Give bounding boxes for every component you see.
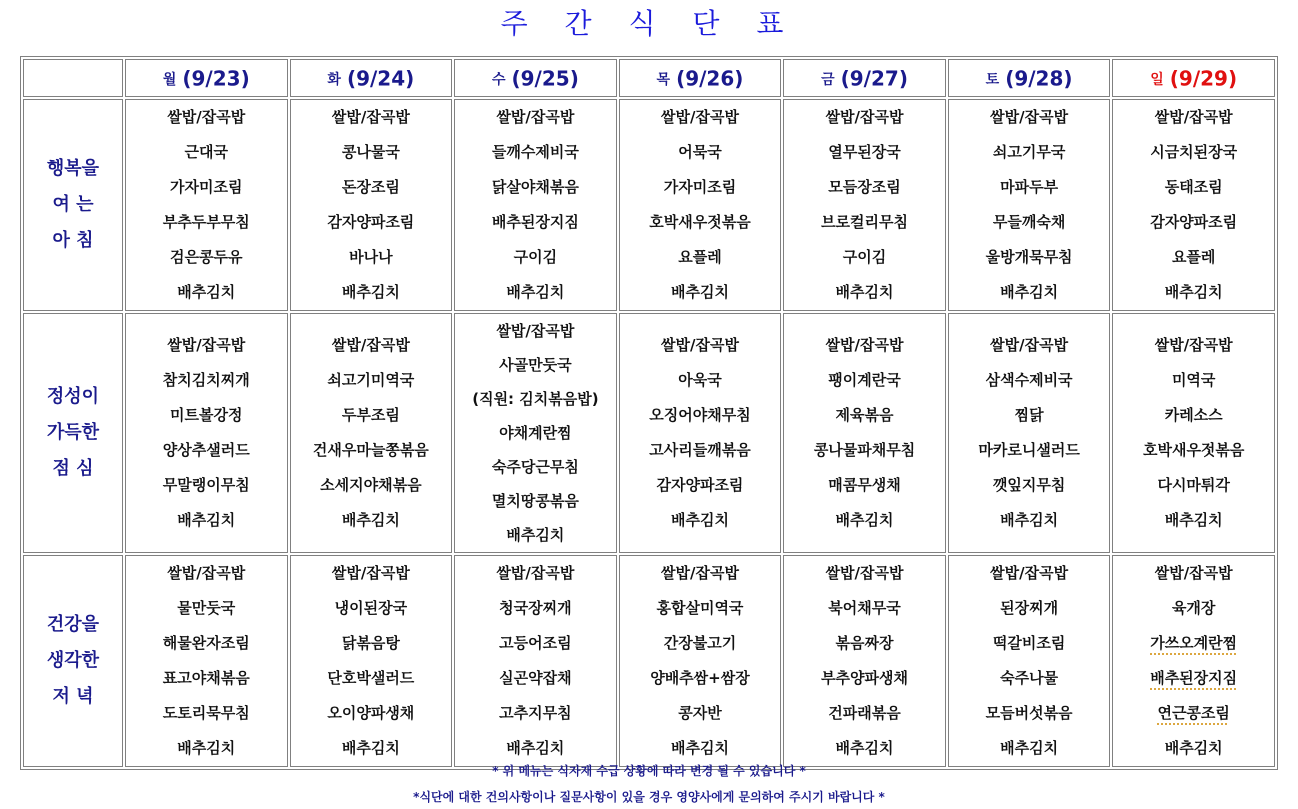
- menu-item: 건파래볶음: [828, 704, 901, 722]
- menu-cell: [454, 99, 617, 311]
- menu-cell: [290, 313, 453, 553]
- menu-item: 아욱국: [678, 371, 722, 389]
- menu-item: 감자양파조림: [327, 213, 415, 231]
- meal-label: [23, 313, 123, 553]
- meal-label-line: 아 침: [52, 230, 94, 251]
- menu-item: 오이양파생채: [327, 704, 415, 722]
- menu-item: 쌀밥/잡곡밥: [331, 108, 410, 126]
- menu-item: 가자미조림: [170, 178, 243, 196]
- menu-item: 표고야채볶음: [162, 669, 250, 687]
- menu-item: 배추김치: [835, 511, 894, 529]
- menu-item: 배추김치: [1164, 283, 1223, 301]
- menu-item: 배추된장지짐: [1150, 669, 1238, 687]
- menu-item: 감자양파조림: [656, 476, 744, 494]
- menu-item: 삼색수제비국: [985, 371, 1073, 389]
- day-header: [619, 59, 782, 97]
- menu-cell: [619, 99, 782, 311]
- menu-item: 매콤무생채: [828, 476, 901, 494]
- menu-cell: [619, 313, 782, 553]
- menu-item: 제육볶음: [835, 406, 894, 424]
- menu-item: 배추된장지짐: [491, 213, 579, 231]
- menu-item: 배추김치: [670, 739, 729, 757]
- menu-item: 모듬장조림: [828, 178, 901, 196]
- menu-item: 연근콩조림: [1157, 704, 1230, 722]
- menu-item: 단호박샐러드: [327, 669, 415, 687]
- day-date: (9/29): [1169, 66, 1238, 91]
- meal-label-line: 가득한: [46, 422, 100, 443]
- menu-item: 배추김치: [1164, 511, 1223, 529]
- menu-item: 숙주나물: [1000, 669, 1059, 687]
- menu-cell: [1112, 313, 1275, 553]
- menu-item: 배추김치: [341, 739, 400, 757]
- menu-item: 쇠고기무국: [992, 143, 1066, 161]
- menu-item: 쌀밥/잡곡밥: [331, 564, 410, 582]
- menu-item: 고등어조림: [499, 634, 572, 652]
- menu-item: 물만둣국: [177, 599, 236, 617]
- menu-item: 바나나: [349, 248, 393, 266]
- menu-item: 열무된장국: [828, 143, 901, 161]
- meal-label: [23, 555, 123, 767]
- menu-item: 어묵국: [678, 143, 722, 161]
- menu-item: 호박새우젓볶음: [1142, 441, 1245, 459]
- menu-item: 오징어야채무침: [649, 406, 751, 424]
- menu-item: 사골만둣국: [499, 356, 572, 374]
- day-header: [290, 59, 453, 97]
- menu-item: 북어채무국: [828, 599, 901, 617]
- menu-item: 콩나물파채무침: [813, 441, 916, 459]
- menu-item: 쌀밥/잡곡밥: [825, 108, 904, 126]
- menu-item: 쌀밥/잡곡밥: [661, 564, 739, 582]
- menu-item: 무말랭이무침: [162, 476, 250, 494]
- day-of-week: 목: [656, 71, 671, 88]
- menu-cell: [125, 313, 288, 553]
- menu-item: 콩나물국: [341, 143, 400, 161]
- day-of-week: 수: [491, 71, 506, 88]
- meal-row: [23, 99, 1275, 311]
- menu-item: 쌀밥/잡곡밥: [1154, 336, 1233, 354]
- menu-item: 배추김치: [835, 283, 894, 301]
- menu-item: 홍합살미역국: [656, 599, 744, 617]
- notice-text: *식단에 대한 건의사항이나 질문사항이 있을 경우 영양사에게 문의하여 주시기 바랍니다 *: [413, 790, 885, 804]
- day-of-week: 화: [327, 71, 341, 88]
- menu-item: 쌀밥/잡곡밥: [496, 322, 575, 340]
- menu-item: 미역국: [1171, 371, 1216, 389]
- menu-item: 고추지무침: [499, 704, 572, 722]
- menu-cell: [290, 99, 453, 311]
- menu-item: 다시마튀각: [1157, 476, 1230, 494]
- meal-label: [23, 99, 123, 311]
- menu-item: 닭볶음탕: [341, 634, 400, 652]
- menu-item: 배추김치: [506, 739, 565, 757]
- menu-item: 해물완자조림: [162, 634, 250, 652]
- menu-item: 쌀밥/잡곡밥: [496, 564, 575, 582]
- menu-item: 배추김치: [506, 526, 565, 544]
- menu-item: 배추김치: [835, 739, 894, 757]
- menu-item: 소세지야채볶음: [320, 476, 422, 494]
- day-date: (9/26): [676, 66, 744, 91]
- menu-item: 구이김: [513, 248, 558, 266]
- menu-item: 무들깨숙채: [992, 213, 1066, 231]
- menu-item: 떡갈비조림: [992, 634, 1066, 652]
- day-of-week: 월: [162, 71, 177, 88]
- day-date: (9/25): [511, 66, 579, 91]
- menu-item: 요플레: [1171, 248, 1216, 266]
- menu-item: 쌀밥/잡곡밥: [1154, 108, 1233, 126]
- day-date: (9/23): [182, 66, 250, 91]
- menu-item: 모듬버섯볶음: [985, 704, 1073, 722]
- menu-item: 쇠고기미역국: [327, 371, 415, 389]
- menu-item: 쌀밥/잡곡밥: [167, 336, 246, 354]
- menu-item: 깻잎지무침: [992, 476, 1066, 494]
- menu-item: 근대국: [184, 143, 229, 161]
- menu-item: 배추김치: [670, 511, 729, 529]
- menu-item: 배추김치: [177, 283, 236, 301]
- menu-item: 가쓰오계란찜: [1150, 634, 1238, 652]
- menu-item: 양상추샐러드: [162, 441, 250, 459]
- menu-cell: [948, 555, 1111, 767]
- menu-cell: [783, 313, 946, 553]
- weekly-menu-table: [20, 56, 1278, 770]
- menu-item: 고사리들깨볶음: [649, 441, 751, 459]
- menu-item: 요플레: [678, 248, 722, 266]
- menu-cell: [290, 555, 453, 767]
- menu-item: 멸치땅콩볶음: [491, 492, 579, 510]
- day-header-sunday: [1112, 59, 1275, 97]
- meal-label-line: 여 는: [52, 194, 94, 215]
- day-date: (9/28): [1005, 66, 1073, 91]
- menu-item: 된장찌개: [1000, 599, 1059, 617]
- menu-item: 배추김치: [506, 283, 565, 301]
- menu-item: 찜닭: [1014, 406, 1044, 424]
- menu-item: 부추두부무침: [162, 213, 250, 231]
- menu-item: 쌀밥/잡곡밥: [331, 336, 410, 354]
- day-of-week: 토: [985, 71, 1000, 88]
- meal-label-line: 저 녁: [52, 686, 94, 707]
- menu-cell: [125, 555, 288, 767]
- menu-item: 쌀밥/잡곡밥: [990, 564, 1069, 582]
- menu-cell: [783, 99, 946, 311]
- menu-item: 쌀밥/잡곡밥: [661, 336, 739, 354]
- menu-item: 쌀밥/잡곡밥: [825, 336, 904, 354]
- menu-cell: [783, 555, 946, 767]
- menu-item: 감자양파조림: [1150, 213, 1238, 231]
- menu-item: 검은콩두유: [170, 248, 243, 266]
- menu-item: 배추김치: [1000, 739, 1059, 757]
- menu-item: 배추김치: [1000, 283, 1059, 301]
- menu-item: 배추김치: [177, 511, 236, 529]
- menu-item: 카레소스: [1164, 406, 1223, 424]
- header-row: [23, 59, 1275, 97]
- menu-item: 쌀밥/잡곡밥: [496, 108, 575, 126]
- menu-item: 간장불고기: [663, 634, 737, 652]
- menu-item: 팽이계란국: [828, 371, 901, 389]
- menu-item: 미트볼강정: [170, 406, 243, 424]
- menu-item: 실곤약잡채: [499, 669, 572, 687]
- menu-item: 브로컬리무침: [821, 213, 908, 231]
- corner-cell: [23, 59, 123, 97]
- menu-item: 숙주당근무침: [491, 458, 579, 476]
- menu-item: 가자미조림: [663, 178, 737, 196]
- menu-item: 쌀밥/잡곡밥: [661, 108, 739, 126]
- menu-item: 돈장조림: [341, 178, 400, 196]
- day-date: (9/24): [346, 66, 415, 91]
- day-of-week: 일: [1150, 71, 1164, 88]
- menu-cell: [454, 555, 617, 767]
- menu-item: 호박새우젓볶음: [649, 213, 751, 231]
- meal-label-line: 건강을: [46, 614, 100, 635]
- menu-item: 닭살야채볶음: [491, 178, 579, 196]
- menu-item: 쌀밥/잡곡밥: [990, 336, 1069, 354]
- menu-item: 울방개묵무침: [985, 248, 1073, 266]
- menu-cell: [619, 555, 782, 767]
- menu-item: 마파두부: [1000, 178, 1059, 196]
- menu-cell: [125, 99, 288, 311]
- menu-item: 들깨수제비국: [491, 143, 579, 161]
- menu-item: 동태조림: [1164, 178, 1223, 196]
- day-header: [783, 59, 946, 97]
- meal-row: [23, 313, 1275, 553]
- meal-label-line: 점 심: [52, 458, 94, 479]
- menu-item: 쌀밥/잡곡밥: [167, 564, 246, 582]
- menu-item: (직원: 김치볶음밥): [472, 390, 599, 408]
- menu-item: 쌀밥/잡곡밥: [167, 108, 246, 126]
- day-header: [454, 59, 617, 97]
- menu-item: 시금치된장국: [1150, 143, 1238, 161]
- menu-item: 부추양파생채: [821, 669, 908, 687]
- notice-text: * 위 메뉴는 식자재 수급 상황에 따라 변경 될 수 있습니다 *: [492, 764, 806, 778]
- menu-item: 배추김치: [341, 283, 400, 301]
- day-header: [948, 59, 1111, 97]
- menu-item: 구이김: [842, 248, 887, 266]
- day-of-week: 금: [821, 71, 835, 88]
- menu-cell: [948, 313, 1111, 553]
- menu-item: 쌀밥/잡곡밥: [825, 564, 904, 582]
- menu-item: 두부조림: [341, 406, 400, 424]
- menu-item: 쌀밥/잡곡밥: [990, 108, 1069, 126]
- menu-item: 배추김치: [670, 283, 729, 301]
- menu-item: 배추김치: [341, 511, 400, 529]
- menu-item: 냉이된장국: [334, 599, 408, 617]
- menu-item: 도토리묵무침: [162, 704, 250, 722]
- day-header: [125, 59, 288, 97]
- menu-cell: [948, 99, 1111, 311]
- menu-item: 배추김치: [1000, 511, 1059, 529]
- menu-cell: [1112, 555, 1275, 767]
- menu-item: 야채계란찜: [499, 424, 572, 442]
- menu-item: 청국장찌개: [499, 599, 572, 617]
- meal-label-line: 생각한: [46, 650, 100, 671]
- meal-row: [23, 555, 1275, 767]
- menu-item: 쌀밥/잡곡밥: [1154, 564, 1233, 582]
- menu-item: 볶음짜장: [835, 634, 894, 652]
- meal-label-line: 행복을: [46, 158, 100, 179]
- menu-item: 육개장: [1171, 599, 1216, 617]
- menu-item: 참치김치찌개: [162, 371, 250, 389]
- menu-cell: [454, 313, 617, 553]
- menu-item: 배추김치: [1164, 739, 1223, 757]
- page-title: 주 간 식 단 표: [500, 7, 798, 40]
- menu-cell: [1112, 99, 1275, 311]
- menu-item: 건새우마늘쫑볶음: [312, 441, 429, 459]
- day-date: (9/27): [840, 66, 908, 91]
- meal-label-line: 정성이: [46, 386, 100, 407]
- menu-item: 배추김치: [177, 739, 236, 757]
- menu-item: 마카로니샐러드: [978, 441, 1080, 459]
- menu-item: 양배추쌈+쌈장: [650, 669, 750, 687]
- menu-item: 콩자반: [678, 704, 722, 722]
